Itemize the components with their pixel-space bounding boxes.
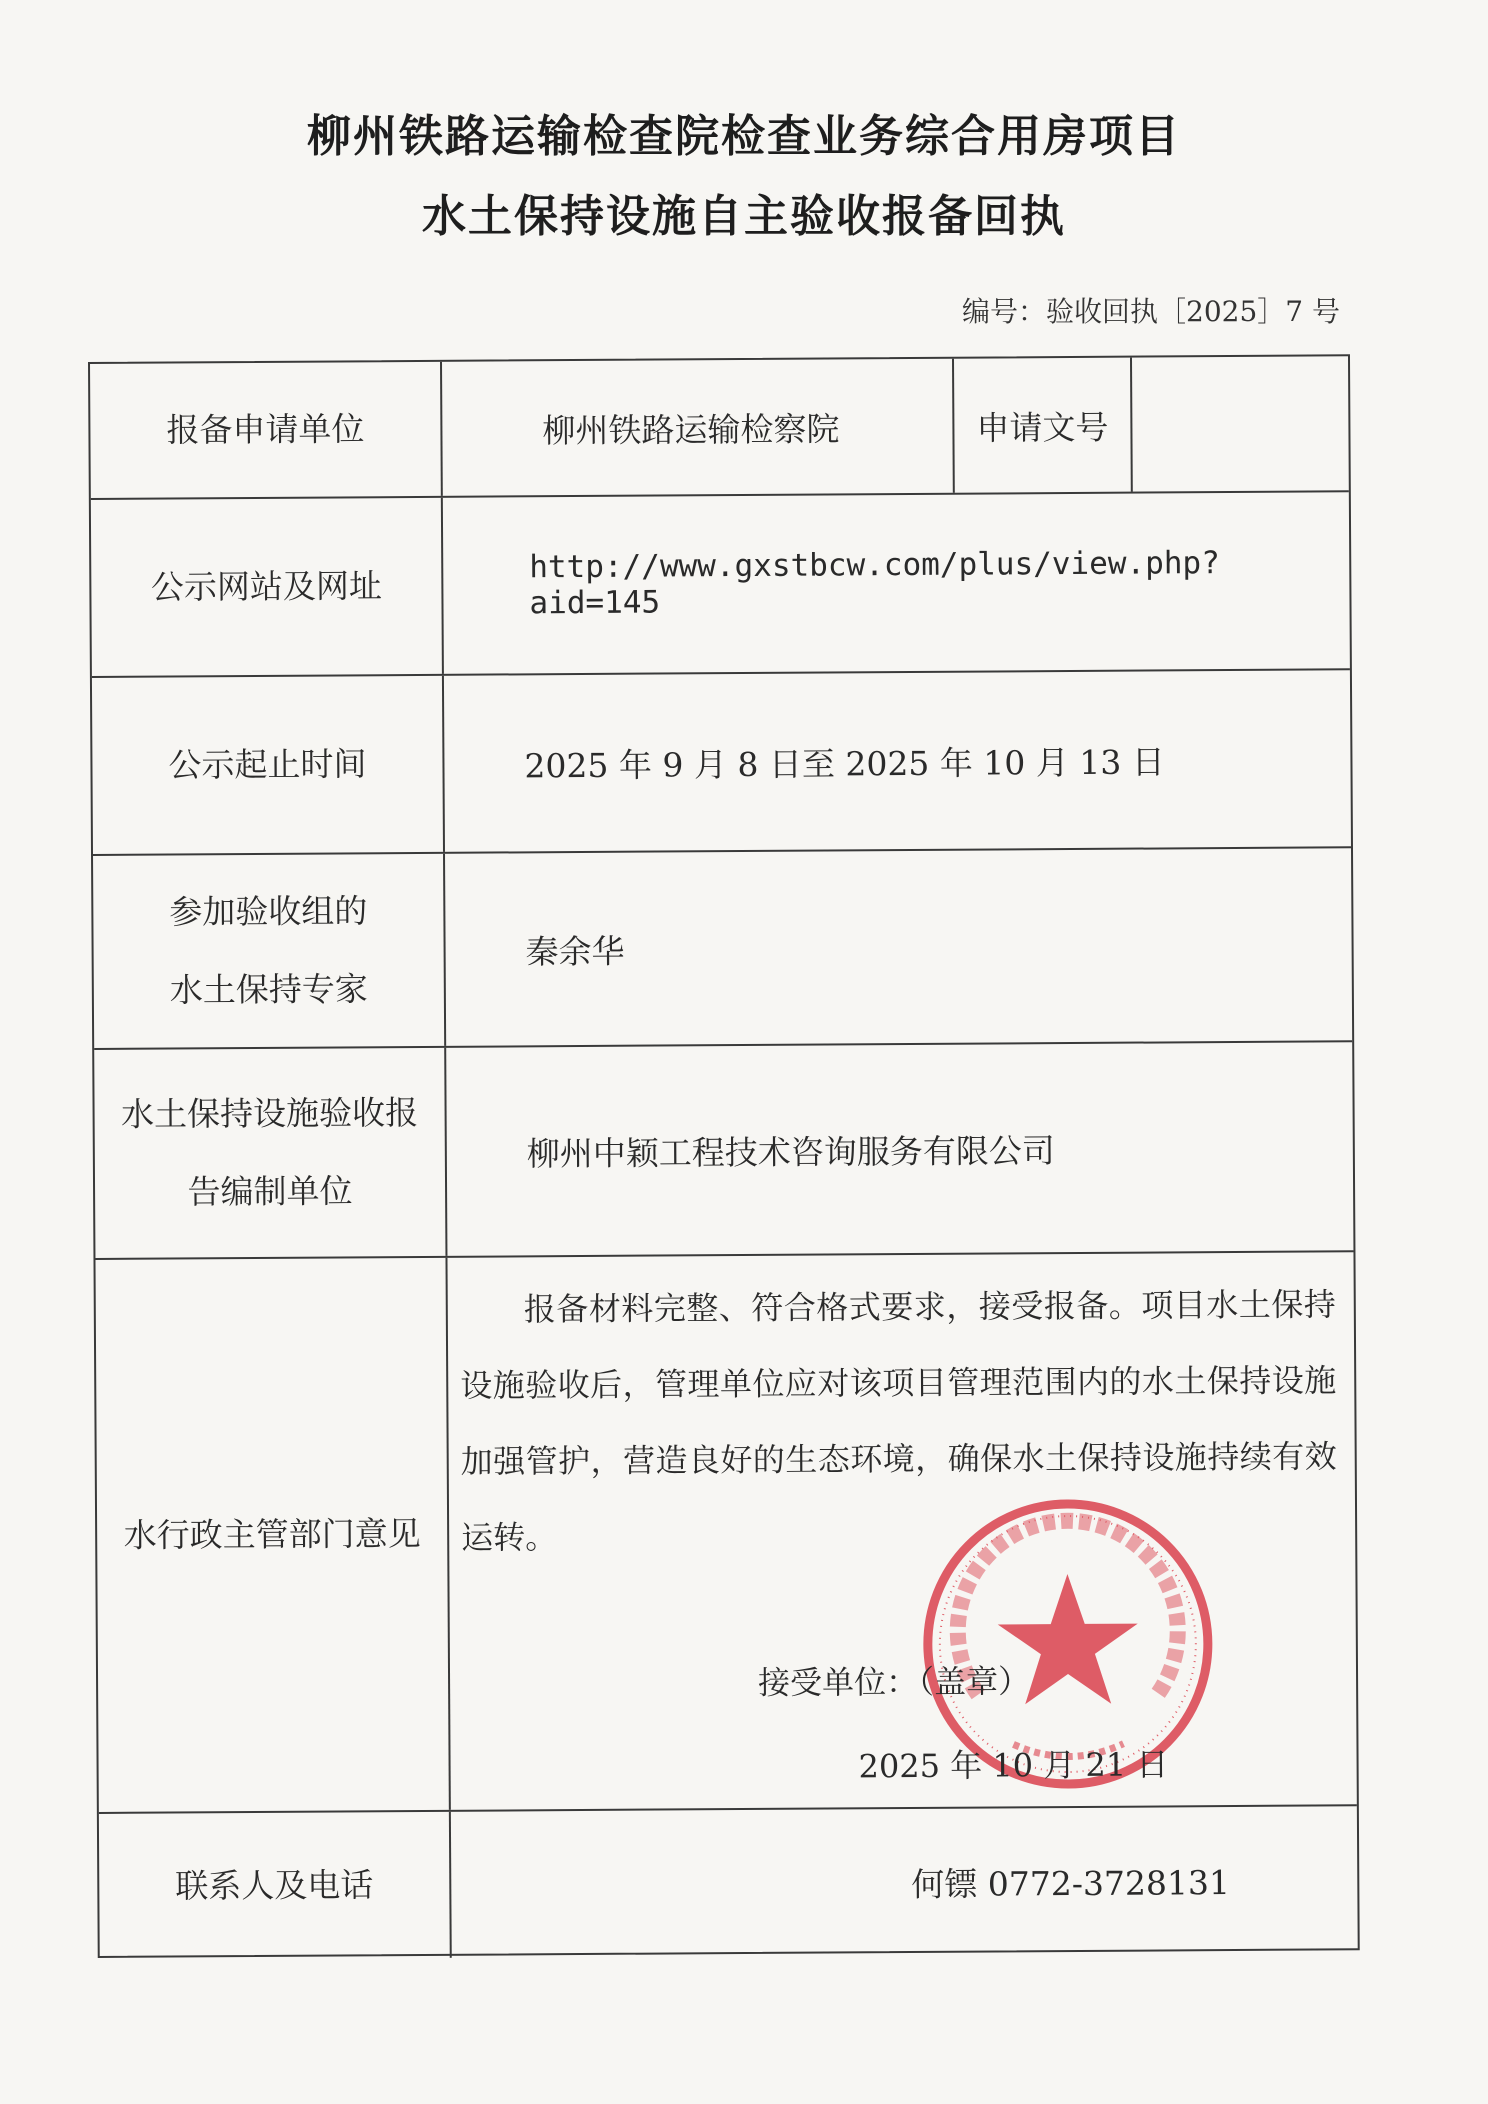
row-period bbox=[92, 670, 1351, 856]
docno-value bbox=[1132, 356, 1349, 491]
document-number: 编号：验收回执［2025］7 号 bbox=[962, 295, 1340, 328]
applicant-label: 报备申请单位 bbox=[90, 362, 443, 498]
website-value: http://www.gxstbcw.com/plus/view.php?aid=145 bbox=[529, 545, 1220, 622]
applicant-value: 柳州铁路运输检察院 bbox=[442, 359, 955, 496]
expert-label-line2: 水土保持专家 bbox=[169, 969, 368, 1010]
row-report-unit bbox=[94, 1042, 1353, 1260]
row-applicant bbox=[90, 356, 1349, 500]
title-line-1: 柳州铁路运输检查院检查业务综合用房项目 bbox=[307, 111, 1181, 162]
opinion-text: 报备材料完整、符合格式要求，接受报备。项目水土保持设施验收后，管理单位应对该项目管理范围内的水土保持设施加强管护，营造良好的生态环境，确保水土保持设施持续有效运转。 bbox=[460, 1285, 1337, 1557]
filing-table bbox=[88, 354, 1360, 1958]
report-label-line1: 水土保持设施验收报 bbox=[120, 1092, 419, 1134]
row-website bbox=[91, 492, 1350, 678]
opinion-label: 水行政主管部门意见 bbox=[95, 1258, 450, 1812]
row-opinion bbox=[95, 1252, 1356, 1814]
contact-value: 何镖 0772-3728131 bbox=[911, 1862, 1231, 1904]
contact-label: 联系人及电话 bbox=[99, 1812, 452, 1960]
report-label bbox=[94, 1048, 447, 1258]
expert-label-line1: 参加验收组的 bbox=[169, 891, 368, 932]
report-label-line2: 告编制单位 bbox=[187, 1171, 353, 1212]
expert-value: 秦余华 bbox=[525, 931, 625, 971]
website-label: 公示网站及网址 bbox=[91, 498, 444, 676]
accept-unit: 接受单位：（盖章） bbox=[757, 1662, 1031, 1702]
title-line-2: 水土保持设施自主验收报备回执 bbox=[422, 191, 1066, 242]
row-contact bbox=[99, 1806, 1358, 1960]
report-value: 柳州中颖工程技术咨询服务有限公司 bbox=[526, 1130, 1055, 1173]
period-label: 公示起止时间 bbox=[92, 676, 445, 854]
accept-date: 2025 年 10 月 21 日 bbox=[858, 1745, 1169, 1786]
period-value: 2025 年 9 月 8 日至 2025 年 10 月 13 日 bbox=[524, 741, 1165, 785]
row-expert bbox=[93, 848, 1352, 1050]
expert-label bbox=[93, 854, 446, 1048]
docno-label: 申请文号 bbox=[954, 358, 1133, 493]
